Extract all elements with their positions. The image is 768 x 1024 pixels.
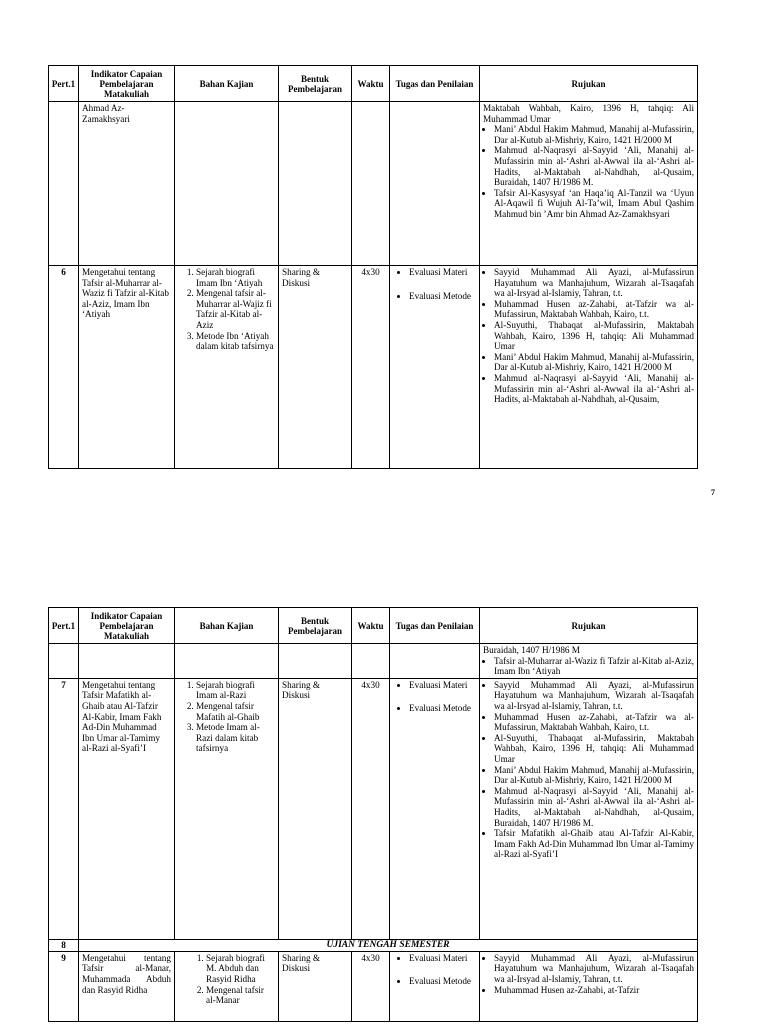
rujukan-item: • Sayyid Muhammad Ali Ayazi, al-Mufassirun Hayatuhum wa Manhajuhum, Wizarah al-Tsaqafah wa al-Irsyad al-Islamiy, Tahran, t.t. xyxy=(494,953,694,985)
table-header-row xyxy=(49,66,698,102)
indikator-cell: Ahmad Az-Zamakhsyari xyxy=(79,102,175,266)
bahan-item: 1. Sejarah biografi Imam Ibn ‘Atiyah xyxy=(196,267,275,288)
indikator-cell: Mengetahui tentang Tafsir al-Muharrar al-Waziz fi Tafzir al-Kitab al-Aziz, Imam Ibn ‘Atiyah xyxy=(79,266,175,469)
rujukan-list xyxy=(483,124,694,219)
rujukan-item: • Mani’ Abdul Hakim Mahmud, Manahij al-Mufassirin, Dar al-Kutub al-Mishriy, Kairo, 1421 H/2000 M xyxy=(494,124,694,145)
header-bentuk: Bentuk Pembelajaran xyxy=(279,608,352,644)
pert-number: 8 xyxy=(49,939,79,951)
bahan-item: 3. Metode Imam al-Razi dalam kitab tafsirnya xyxy=(196,722,275,754)
waktu-cell: 4x30 xyxy=(352,266,390,469)
rujukan-item: • Mani’ Abdul Hakim Mahmud, Manahij al-Mufassirin, Dar al-Kutub al-Mishriy, Kairo, 1421 H/2000 M xyxy=(494,765,694,786)
rujukan-cell xyxy=(480,644,698,679)
bahan-item: 2. Mengenal tafsir al-Manar xyxy=(206,985,275,1006)
tugas-cell xyxy=(390,951,480,1021)
rps-table-page-8 xyxy=(48,607,698,1022)
header-rujukan: Rujukan xyxy=(480,66,698,102)
bentuk-cell: Sharing & Diskusi xyxy=(279,266,352,469)
bahan-item: 2. Mengenal tafsir al-Muharrar al-Wajiz fi Tafzir al-Kitab al-Aziz xyxy=(196,288,275,330)
header-bahan: Bahan Kajian xyxy=(175,608,279,644)
tugas-item: • Evaluasi Materi xyxy=(409,267,476,278)
pert-number: 9 xyxy=(49,951,79,1021)
tugas-item: • Evaluasi Materi xyxy=(409,953,476,964)
tugas-list xyxy=(393,680,476,714)
rujukan-cell xyxy=(480,266,698,469)
header-pert: Pert.1 xyxy=(49,608,79,644)
bahan-list xyxy=(178,953,275,1006)
rujukan-cell xyxy=(480,951,698,1021)
bahan-cell xyxy=(175,266,279,469)
table-row-continued xyxy=(49,644,698,679)
tugas-item: • Evaluasi Metode xyxy=(409,976,476,987)
rujukan-cell xyxy=(480,102,698,266)
header-bahan: Bahan Kajian xyxy=(175,66,279,102)
rujukan-item: • Al-Suyuthi, Thabaqat al-Mufassirin, Maktabah Wahbah, Kairo, 1396 H, tahqiq: Ali Muhammad Umar xyxy=(494,733,694,765)
rujukan-item: • Tafsir Al-Kasysyaf ‘an Haqa’iq Al-Tanzil wa ‘Uyun Al-Aqawil fi Wujuh Al-Ta’wil, Imam Abul Qashim Mahmud bin ’Amr bin Ahmad Az-Zamakhsyari xyxy=(494,188,694,220)
rujukan-continued-text: Buraidah, 1407 H/1986 M xyxy=(483,645,580,655)
bahan-item: 3. Metode Ibn ‘Atiyah dalam kitab tafsirnya xyxy=(196,331,275,352)
bahan-item: 2. Mengenal tafsir Mafatih al-Ghaib xyxy=(196,701,275,722)
rujukan-list xyxy=(483,267,694,405)
rujukan-item: • Muhammad Husen az-Zahabi, at-Tafzir wa al-Mufassirun, Maktabah Wahbah, Kairo, t.t. xyxy=(494,712,694,733)
bahan-list xyxy=(178,680,275,754)
page-number: 7 xyxy=(711,488,715,497)
rujukan-item: • Mahmud al-Naqrasyi al-Sayyid ‘Ali, Manahij al-Mufassirin min al-‘Ashri al-Awwal ila al-‘Ashri al-Hadits, al-Maktabah al-Nahdhah, al-Qusaim, xyxy=(494,373,694,405)
rujukan-item: • Sayyid Muhammad Ali Ayazi, al-Mufassirun Hayatuhum wa Manhajuhum, Wizarah al-Tsaqafah wa al-Irsyad al-Islamiy, Tahran, t.t. xyxy=(494,267,694,299)
rujukan-item: • Mahmud al-Naqrasyi al-Sayyid ‘Ali, Manahij al-Mufassirin min al-‘Ashri al-Awwal ila al-‘Ashri al-Hadits, al-Maktabah al-Nahdhah, al-Qusaim, Buraidah, 1407 H/1986 M. xyxy=(494,145,694,187)
rujukan-item: • Muhammad Husen az-Zahabi, at-Tafzir xyxy=(494,985,694,996)
header-waktu: Waktu xyxy=(352,608,390,644)
table-row-continued xyxy=(49,102,698,266)
bahan-item: 1. Sejarah biografi M. Abduh dan Rasyid Ridha xyxy=(206,953,275,985)
header-rujukan: Rujukan xyxy=(480,608,698,644)
uts-label: UJIAN TENGAH SEMESTER xyxy=(79,939,698,951)
header-pert: Pert.1 xyxy=(49,66,79,102)
header-indikator: Indikator Capaian Pembelajaran Matakuliah xyxy=(79,66,175,102)
rujukan-item: • Sayyid Muhammad Ali Ayazi, al-Mufassirun Hayatuhum wa Manhajuhum, Wizarah al-Tsaqafah wa al-Irsyad al-Islamiy, Tahran, t.t. xyxy=(494,680,694,712)
rujukan-item: • Mahmud al-Naqrasyi al-Sayyid ‘Ali, Manahij al-Mufassirin min al-‘Ashri al-Awwal ila al-‘Ashri al-Hadits, al-Maktabah al-Nahdhah, al-Qusaim, Buraidah, 1407 H/1986 M. xyxy=(494,786,694,828)
indikator-cell: Mengetahui tentang Tafsir Mafatikh al-Ghaib atau Al-Tafzir Al-Kabir, Imam Fakh Ad-Din Muhammad Ibn Umar al-Tamimy al-Razi al-Syafi’I xyxy=(79,678,175,939)
table-header-row xyxy=(49,608,698,644)
tugas-item: • Evaluasi Materi xyxy=(409,680,476,691)
rujukan-item: • Muhammad Husen az-Zahabi, at-Tafzir wa al-Mufassirun, Maktabah Wahbah, Kairo, t.t. xyxy=(494,299,694,320)
tugas-list xyxy=(393,953,476,987)
bahan-cell xyxy=(175,678,279,939)
rujukan-continued-text: Maktabah Wahbah, Kairo, 1396 H, tahqiq: Ali Muhammad Umar xyxy=(483,103,694,124)
pert-number: 6 xyxy=(49,266,79,469)
bahan-list xyxy=(178,267,275,352)
rps-table-page-7 xyxy=(48,65,698,469)
rujukan-list xyxy=(483,680,694,860)
rujukan-item: • Mani’ Abdul Hakim Mahmud, Manahij al-Mufassirin, Dar al-Kutub al-Mishriy, Kairo, 1421 H/2000 M xyxy=(494,352,694,373)
waktu-cell: 4x30 xyxy=(352,678,390,939)
header-bentuk: Bentuk Pembelajaran xyxy=(279,66,352,102)
tugas-item: • Evaluasi Metode xyxy=(409,703,476,714)
rujukan-list xyxy=(483,953,694,995)
header-waktu: Waktu xyxy=(352,66,390,102)
table-row-6 xyxy=(49,266,698,469)
table-row-7 xyxy=(49,678,698,939)
rujukan-item: • Tafsir al-Muharrar al-Waziz fi Tafzir al-Kitab al-Aziz, Imam Ibn ‘Atiyah xyxy=(494,656,694,677)
header-tugas: Tugas dan Penilaian xyxy=(390,608,480,644)
rujukan-item: • Tafsir Mafatikh al-Ghaib atau Al-Tafzir Al-Kabir, Imam Fakh Ad-Din Muhammad Ibn Umar al-Tamimy al-Razi al-Syafi’I xyxy=(494,828,694,860)
header-tugas: Tugas dan Penilaian xyxy=(390,66,480,102)
header-indikator: Indikator Capaian Pembelajaran Matakuliah xyxy=(79,608,175,644)
bahan-item: 1. Sejarah biografi Imam al-Razi xyxy=(196,680,275,701)
rujukan-cell xyxy=(480,678,698,939)
rujukan-list xyxy=(483,656,694,677)
bentuk-cell: Sharing & Diskusi xyxy=(279,951,352,1021)
tugas-cell xyxy=(390,678,480,939)
tugas-list xyxy=(393,267,476,301)
tugas-cell xyxy=(390,266,480,469)
rujukan-item: • Al-Suyuthi, Thabaqat al-Mufassirin, Maktabah Wahbah, Kairo, 1396 H, tahqiq: Ali Muhammad Umar xyxy=(494,320,694,352)
bentuk-cell: Sharing & Diskusi xyxy=(279,678,352,939)
bahan-cell xyxy=(175,951,279,1021)
pert-number: 7 xyxy=(49,678,79,939)
indikator-cell: Mengetahui tentang Tafsir al-Manar, Muhammada Abduh dan Rasyid Ridha xyxy=(79,951,175,1021)
tugas-item: • Evaluasi Metode xyxy=(409,291,476,302)
table-row-8 xyxy=(49,939,698,951)
waktu-cell: 4x30 xyxy=(352,951,390,1021)
table-row-9 xyxy=(49,951,698,1021)
